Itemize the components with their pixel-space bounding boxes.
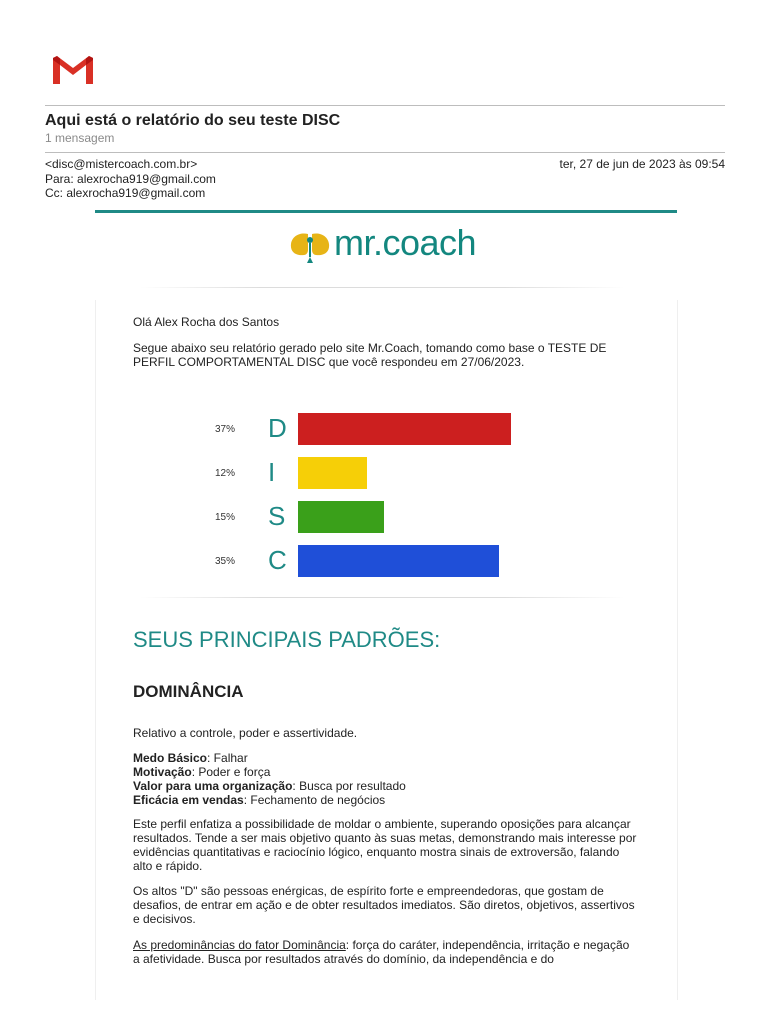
disc-letter-c: C [268,545,287,575]
disc-bar-i [298,457,367,489]
card-border [95,300,96,1000]
brain-icon [288,228,332,268]
disc-bar-d [298,413,511,445]
greeting: Olá Alex Rocha dos Santos [133,315,280,329]
disc-row-c [0,545,768,579]
motivation-label: Motivação [133,765,192,779]
disc-letter-i: I [268,457,276,487]
gmail-logo [50,50,96,86]
dominance-link[interactable]: As predominâncias do fator Dominância [133,938,346,952]
mrcoach-logo [288,222,508,270]
brand-top-bar [95,210,677,213]
motivation-row [133,765,638,779]
card-border [677,300,678,1000]
intro-text: Segue abaixo seu relatório gerado pelo site Mr.Coach, tomando como base o TESTE DE PERFIL COMPORTAMENTAL DISC que você respondeu em 27/06/2023. [133,341,607,369]
disc-percent-d: 37% [215,424,236,435]
disc-letter-d: D [268,413,287,443]
email-subject: Aqui está o relatório do seu teste DISC [45,112,341,129]
sales-value: : Fechamento de negócios [243,793,386,807]
disc-percent-s: 15% [215,512,236,523]
fear-value: : Falhar [207,751,248,765]
org-value-label: Valor para uma organização [133,779,293,793]
pattern-summary: Relativo a controle, poder e assertividade. [133,726,358,740]
disc-row-d [0,413,768,447]
disc-percent-c: 35% [215,556,236,567]
paragraph-2: Os altos "D" são pessoas enérgicas, de espírito forte e empreendedoras, que gostam de desafios, de entrar em ação e de obter resultados imediatos. São diretos, objetivos, assertivos e decisivos. [133,884,635,926]
recipient-cc: Cc: alexrocha919@gmail.com [45,186,206,200]
org-value-value: : Busca por resultado [292,779,406,793]
fear-label: Medo Básico [133,751,208,765]
divider [45,152,725,153]
brand-name: mr.coach [334,222,477,263]
disc-row-s [0,501,768,535]
disc-letter-s: S [268,501,286,531]
paragraph-3-rest: : força do caráter, independência, irritação e negação a afetividade. Busca por resultados através do domínio, da independência e do [133,938,630,966]
divider [140,597,625,598]
pattern-title: DOMINÂNCIA [133,682,244,701]
disc-bar-s [298,501,384,533]
fear-row [133,751,638,765]
divider [45,105,725,106]
patterns-heading: SEUS PRINCIPAIS PADRÕES: [133,627,441,652]
recipient-to: Para: alexrocha919@gmail.com [45,172,216,186]
paragraph-1: Este perfil enfatiza a possibilidade de moldar o ambiente, superando oposições para alcançar resultados. Tende a ser mais objetivo quanto às suas metas, demonstrando mais interesse por evidências quantitativas e raciocínio lógico, enquanto mostra sinais de extroversão, falando alto e rápido. [133,817,637,873]
email-date: ter, 27 de jun de 2023 às 09:54 [559,157,725,171]
paragraph-3 [133,938,638,966]
disc-row-i [0,457,768,491]
disc-percent-i: 12% [215,468,236,479]
motivation-value: : Poder e força [191,765,271,779]
divider [140,287,625,288]
message-count: 1 mensagem [45,131,115,145]
disc-bar-c [298,545,499,577]
org-value-row [133,779,638,793]
sender-address: <disc@mistercoach.com.br> [45,157,198,171]
sales-label: Eficácia em vendas [133,793,244,807]
sales-row [133,793,638,807]
